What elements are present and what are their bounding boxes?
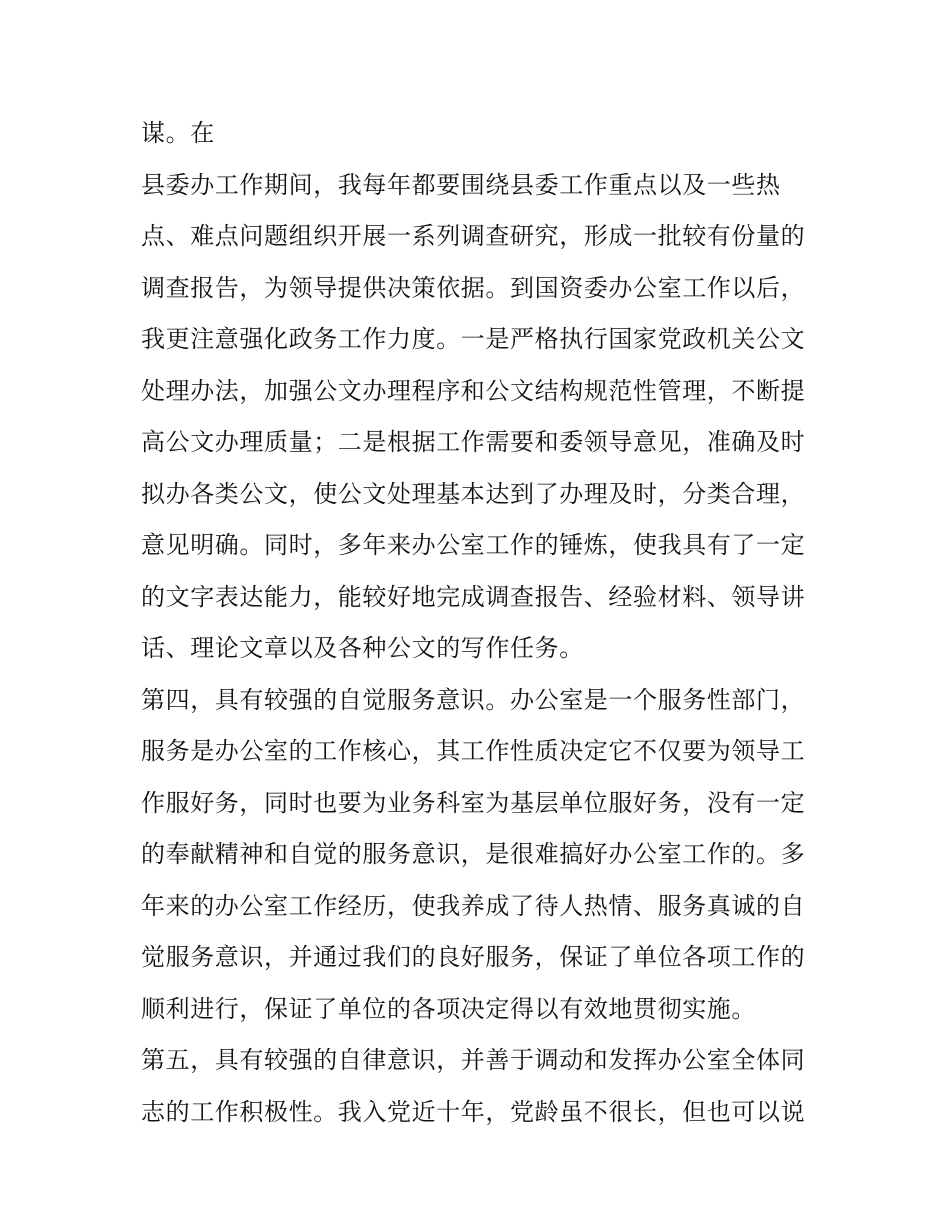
- text-line: 高公文办理质量；二是根据工作需要和委领导意见，准确及时: [141, 428, 806, 456]
- text-line: 服务是办公室的工作核心，其工作性质决定它不仅要为领导工: [141, 737, 806, 765]
- text-line: 作服好务，同时也要为业务科室为基层单位服好务，没有一定: [141, 788, 806, 817]
- text-line: 年来的办公室工作经历，使我养成了待人热情、服务真诚的自: [141, 891, 806, 920]
- text-line: 第五，具有较强的自律意识，并善于调动和发挥办公室全体同: [141, 1046, 806, 1074]
- text-line: 调查报告，为领导提供决策依据。到国资委办公室工作以后，: [141, 273, 806, 302]
- text-line: 我更注意强化政务工作力度。一是严格执行国家党政机关公文: [141, 325, 806, 353]
- text-line: 意见明确。同时，多年来办公室工作的锤炼，使我具有了一定: [141, 531, 806, 559]
- text-line: 拟办各类公文，使公文处理基本达到了办理及时，分类合理，: [141, 479, 806, 508]
- text-line: 第四，具有较强的自觉服务意识。办公室是一个服务性部门，: [141, 685, 806, 714]
- text-line: 点、难点问题组织开展一系列调查研究，形成一批较有份量的: [141, 222, 806, 250]
- document-body: [141, 108, 821, 1138]
- text-line: 话、理论文章以及各种公文的写作任务。: [141, 634, 584, 662]
- text-line: 的文字表达能力，能较好地完成调查报告、经验材料、领导讲: [141, 582, 806, 611]
- text-line: 的奉献精神和自觉的服务意识，是很难搞好办公室工作的。多: [141, 840, 806, 868]
- text-line: 处理办法，加强公文办理程序和公文结构规范性管理，不断提: [141, 376, 806, 405]
- text-line: 谋。在: [141, 119, 215, 147]
- text-line: 县委办工作期间，我每年都要围绕县委工作重点以及一些热: [141, 170, 781, 199]
- text-line: 顺利进行，保证了单位的各项决定得以有效地贯彻实施。: [141, 994, 756, 1023]
- text-line: 觉服务意识，并通过我们的良好服务，保证了单位各项工作的: [141, 943, 806, 971]
- text-line: 志的工作积极性。我入党近十年，党龄虽不很长，但也可以说: [141, 1097, 806, 1126]
